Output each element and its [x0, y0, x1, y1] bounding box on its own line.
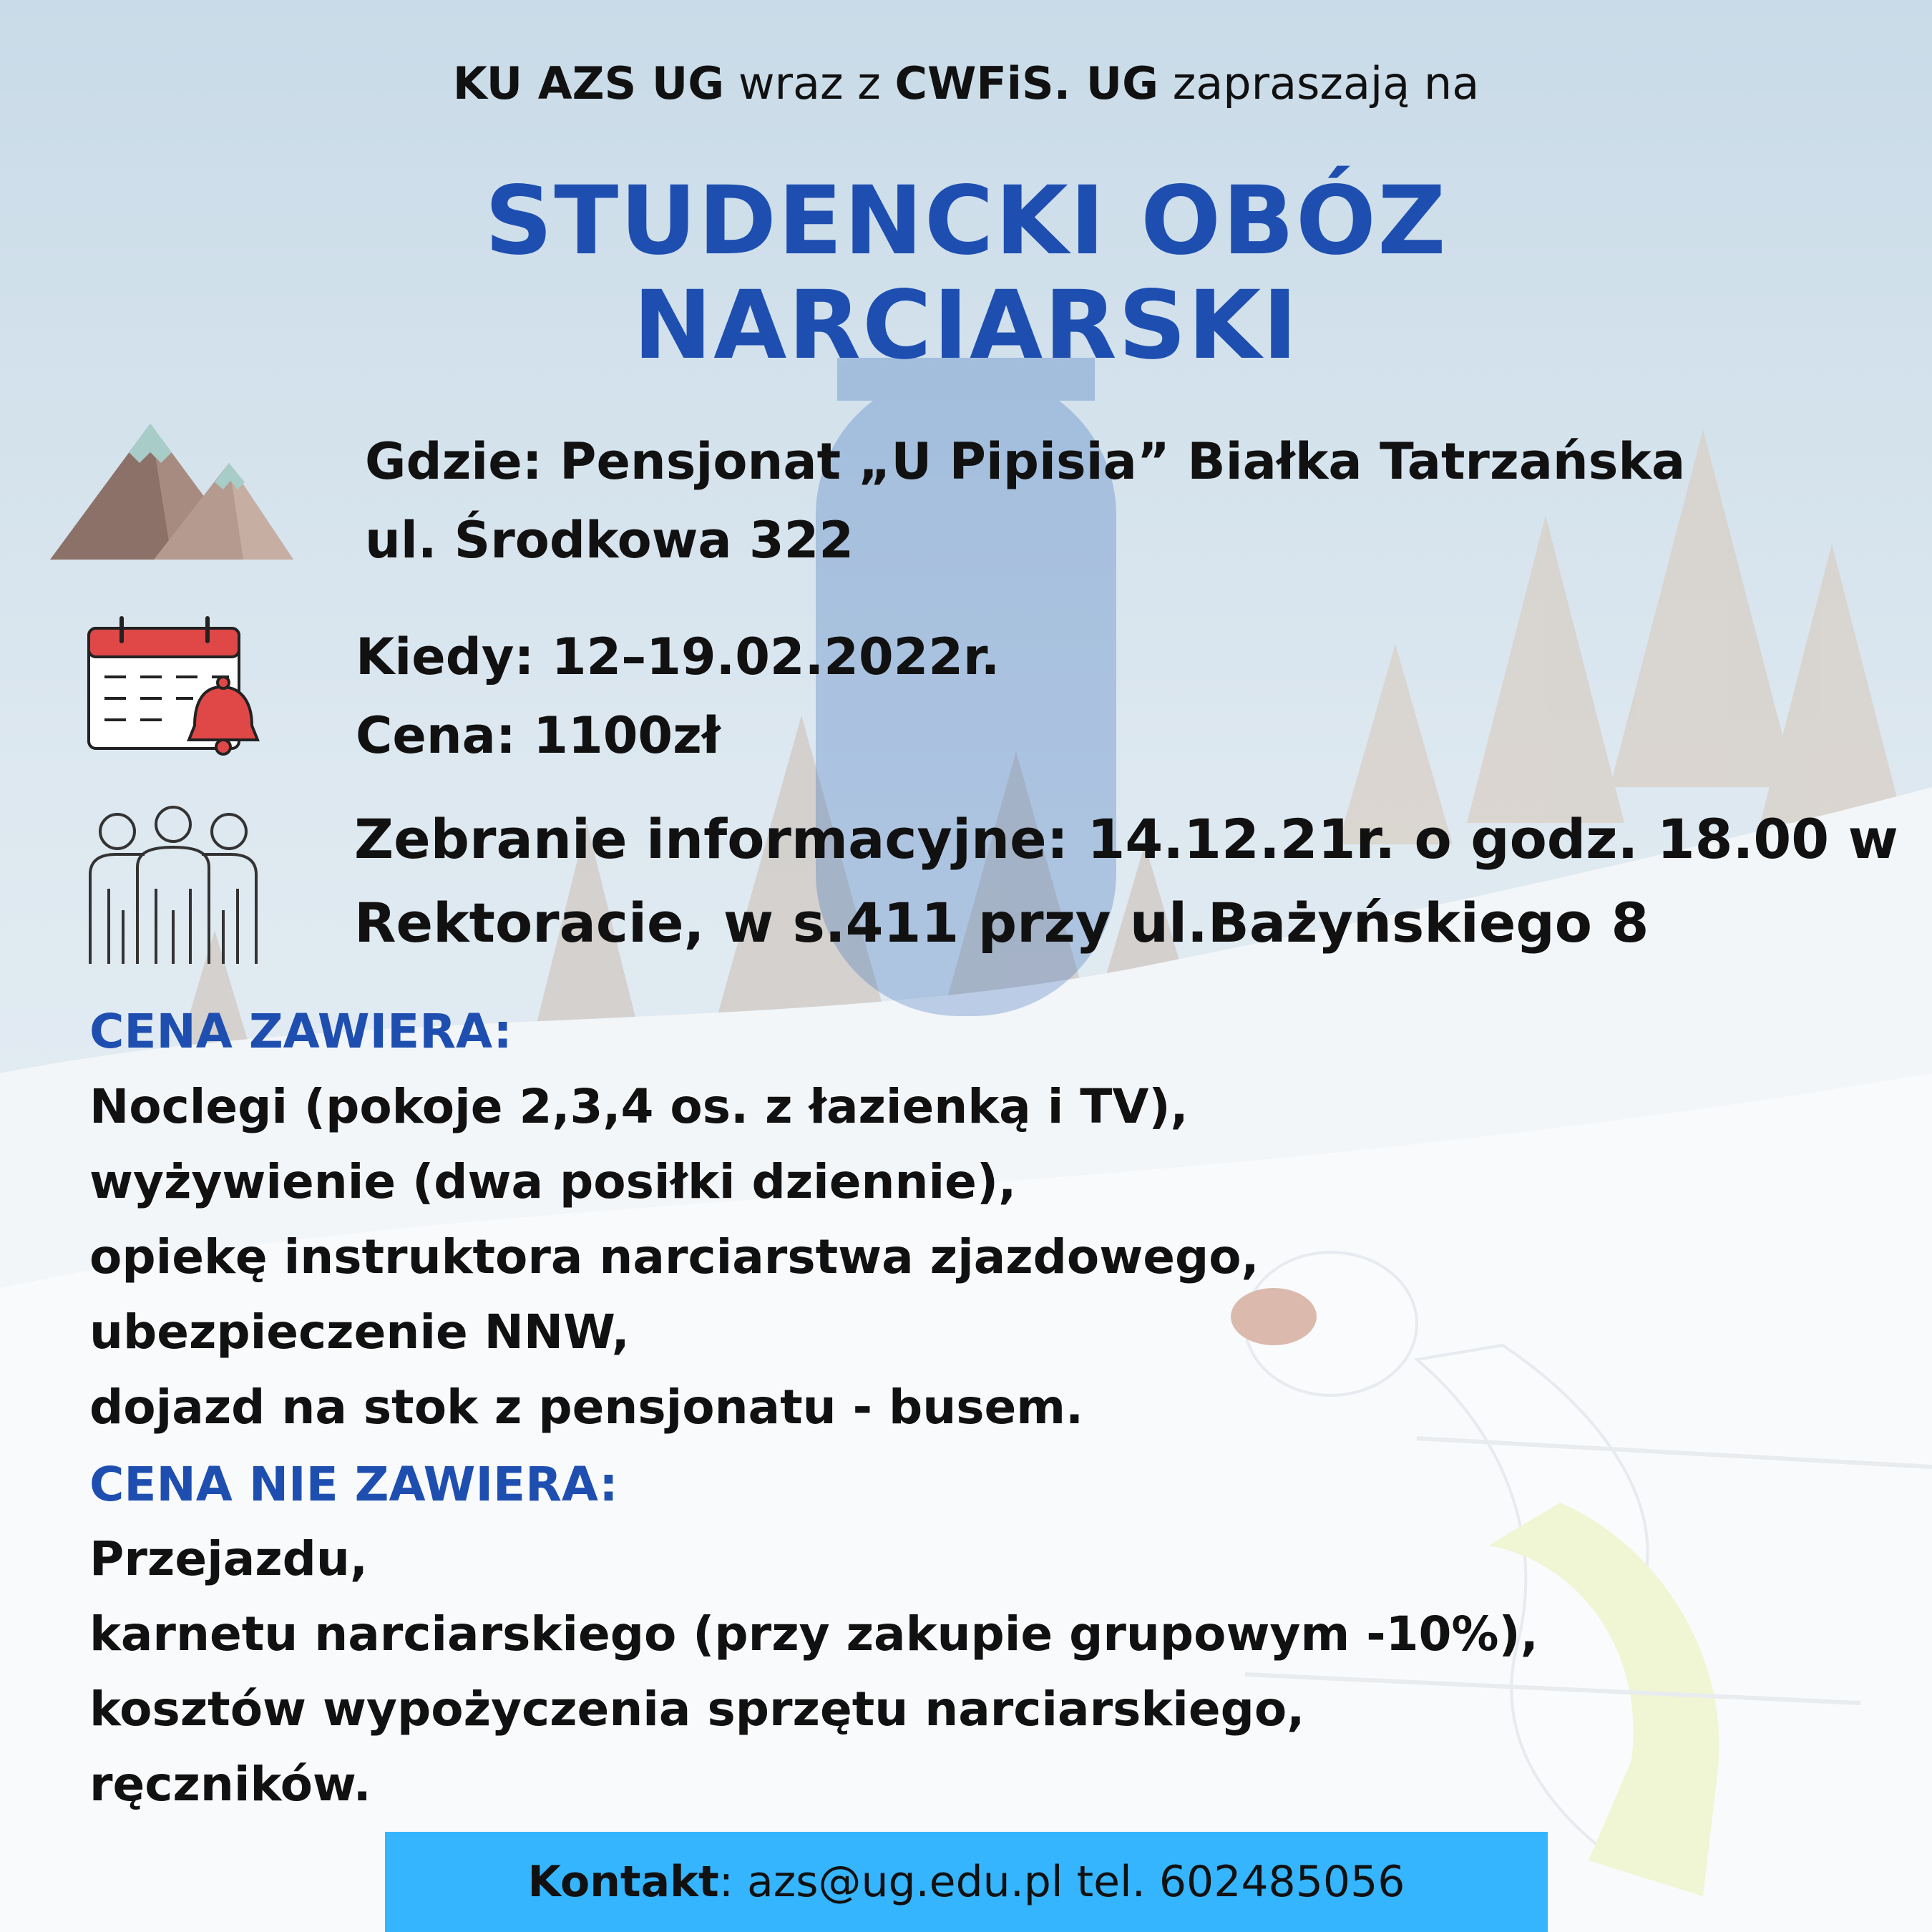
title-line-1: STUDENCKI OBÓZ — [484, 166, 1448, 276]
includes-item: wyżywienie (dwa posiłki dziennie), — [89, 1154, 1017, 1209]
includes-heading: CENA ZAWIERA: — [89, 1004, 512, 1059]
includes-item: opiekę instruktora narciarstwa zjazdowego, — [89, 1229, 1259, 1284]
excludes-item: Przejazdu, — [89, 1531, 368, 1586]
includes-item: Noclegi (pokoje 2,3,4 os. z łazienką i TV), — [89, 1079, 1189, 1134]
includes-item: ubezpieczenie NNW, — [89, 1304, 630, 1360]
contact-label: Kontakt — [527, 1857, 719, 1907]
group-people-icon — [87, 803, 259, 964]
title-line-2: NARCIARSKI — [633, 270, 1299, 381]
excludes-item: ręczników. — [89, 1757, 371, 1812]
includes-item: dojazd na stok z pensjonatu - busem. — [89, 1380, 1084, 1435]
where-line-2: ul. Środkowa 322 — [365, 511, 854, 570]
meeting-line-1: Zebranie informacyjne: 14.12.21r. o godz. 18.00 w — [354, 807, 1898, 871]
mountain-icon — [50, 424, 293, 560]
intro-line — [0, 57, 1932, 109]
calendar-bell-icon — [86, 614, 261, 757]
when-date: Kiedy: 12–19.02.2022r. — [356, 628, 1000, 686]
excludes-item: kosztów wypożyczenia sprzętu narciarskiego, — [89, 1682, 1305, 1737]
excludes-heading: CENA NIE ZAWIERA: — [89, 1457, 618, 1512]
co-organizer-name: CWFiS. UG — [894, 57, 1159, 109]
where-line-1: Gdzie: Pensjonat „U Pipisia” Białka Tatrzańska — [365, 432, 1686, 491]
intro-tail: zapraszają na — [1158, 57, 1480, 109]
price: Cena: 1100zł — [356, 706, 721, 765]
contact-info — [385, 1832, 1548, 1932]
contact-bar — [385, 1832, 1548, 1932]
excludes-item: karnetu narciarskiego (przy zakupie grupowym -10%), — [89, 1606, 1538, 1662]
intro-joiner: wraz z — [724, 57, 895, 109]
organizer-name: KU AZS UG — [452, 57, 725, 109]
contact-details[interactable]: : azs@ug.edu.pl tel. 602485056 — [718, 1857, 1405, 1907]
meeting-line-2: Rektoracie, w s.411 przy ul.Bażyńskiego 8 — [354, 891, 1649, 955]
